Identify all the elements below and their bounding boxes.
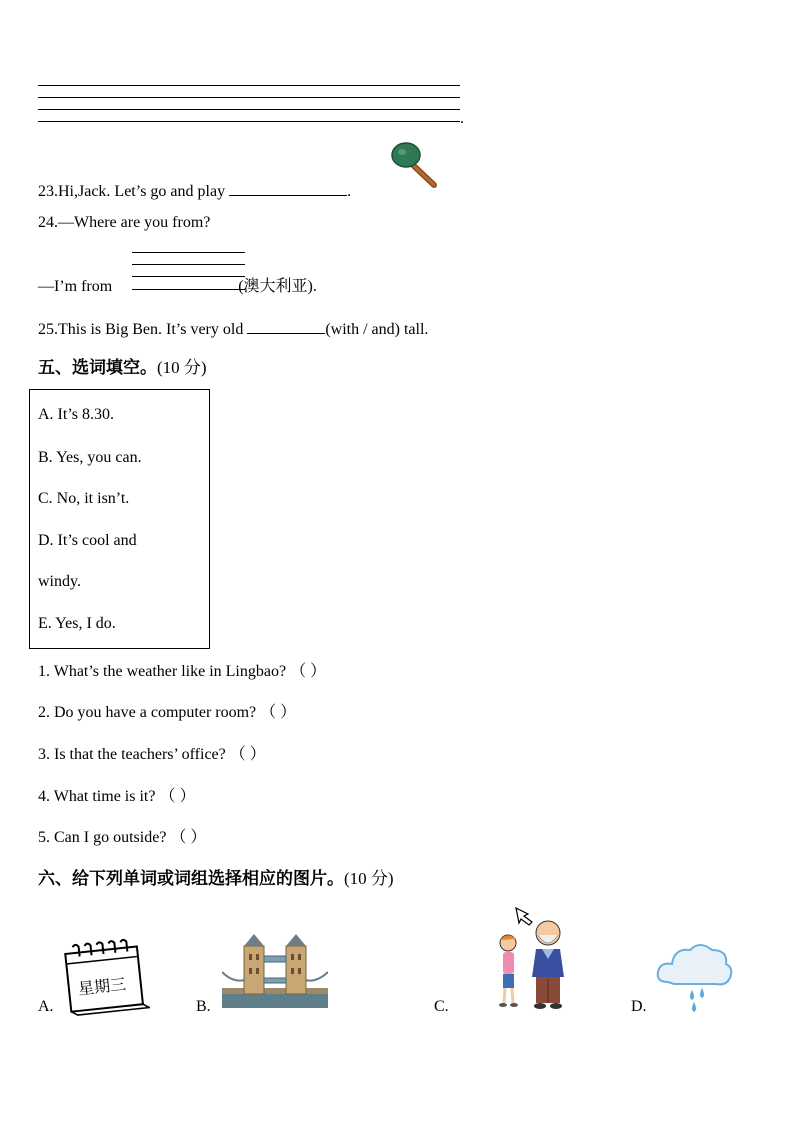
fill-item-4-answer[interactable]: （ ） xyxy=(159,788,196,805)
question-23-suffix: . xyxy=(347,183,352,200)
option-d: D. It’s cool and xyxy=(38,532,137,549)
fill-item-2-answer[interactable]: （ ） xyxy=(260,704,297,721)
answer-line xyxy=(132,264,245,265)
fill-item-1-text: 1. What’s the weather like in Lingbao? xyxy=(38,663,287,680)
answer-line xyxy=(38,97,460,98)
picture-d-label: D. xyxy=(631,998,647,1015)
question-25-blank[interactable] xyxy=(247,317,325,334)
question-25-text: 25.This is Big Ben. It’s very old xyxy=(38,321,244,338)
question-24-hint: (澳大利亚). xyxy=(238,278,317,295)
section-6-score: (10 分) xyxy=(344,869,394,888)
picture-c-label: C. xyxy=(434,998,449,1015)
answer-line xyxy=(38,109,460,110)
option-b: B. Yes, you can. xyxy=(38,449,142,466)
section-6-heading xyxy=(38,869,394,889)
fill-item-3-text: 3. Is that the teachers’ office? xyxy=(38,746,226,763)
fill-item-3-answer[interactable]: （ ） xyxy=(229,746,266,763)
fill-item-3 xyxy=(38,745,266,765)
picture-b-label: B. xyxy=(196,998,211,1015)
period-mark: . xyxy=(460,110,464,127)
option-a: A. It’s 8.30. xyxy=(38,406,114,423)
fill-item-1 xyxy=(38,662,326,682)
rain-cloud-icon xyxy=(654,938,734,1014)
fill-item-5-answer[interactable]: （ ） xyxy=(170,829,207,846)
option-e: E. Yes, I do. xyxy=(38,615,116,632)
tower-bridge-icon xyxy=(222,932,328,1008)
section-5-score: (10 分) xyxy=(157,358,207,377)
fill-item-5-text: 5. Can I go outside? xyxy=(38,829,167,846)
option-d-cont: windy. xyxy=(38,573,81,590)
section-5-heading xyxy=(38,358,207,378)
fill-item-5 xyxy=(38,828,206,848)
picture-a-label: A. xyxy=(38,998,54,1015)
option-c: C. No, it isn’t. xyxy=(38,490,130,507)
fill-item-1-answer[interactable]: （ ） xyxy=(290,663,327,680)
question-23-text: 23.Hi,Jack. Let’s go and play xyxy=(38,183,226,200)
section-6-title: 六、给下列单词或词组选择相应的图片。 xyxy=(38,869,344,889)
fill-item-4-text: 4. What time is it? xyxy=(38,788,156,805)
answer-line xyxy=(132,252,245,253)
fill-item-2 xyxy=(38,703,296,723)
section-5-title: 五、选词填空。 xyxy=(38,358,157,378)
question-23-blank[interactable] xyxy=(229,179,347,196)
question-24-answer xyxy=(38,277,317,297)
question-25 xyxy=(38,317,428,340)
answer-line xyxy=(38,85,460,86)
question-23 xyxy=(38,179,351,202)
question-24-prompt: 24.—Where are you from? xyxy=(38,214,211,231)
fill-item-2-text: 2. Do you have a computer room? xyxy=(38,704,257,721)
answer-line xyxy=(38,121,460,122)
boy-and-grandpa-icon xyxy=(494,905,578,1013)
calendar-text: 星期三 xyxy=(77,974,127,999)
question-24-answer-text: —I’m from xyxy=(38,278,113,295)
options-box xyxy=(29,389,210,649)
question-25-suffix: (with / and) tall. xyxy=(325,321,429,338)
ping-pong-paddle-icon xyxy=(390,140,440,190)
fill-item-4 xyxy=(38,787,195,807)
